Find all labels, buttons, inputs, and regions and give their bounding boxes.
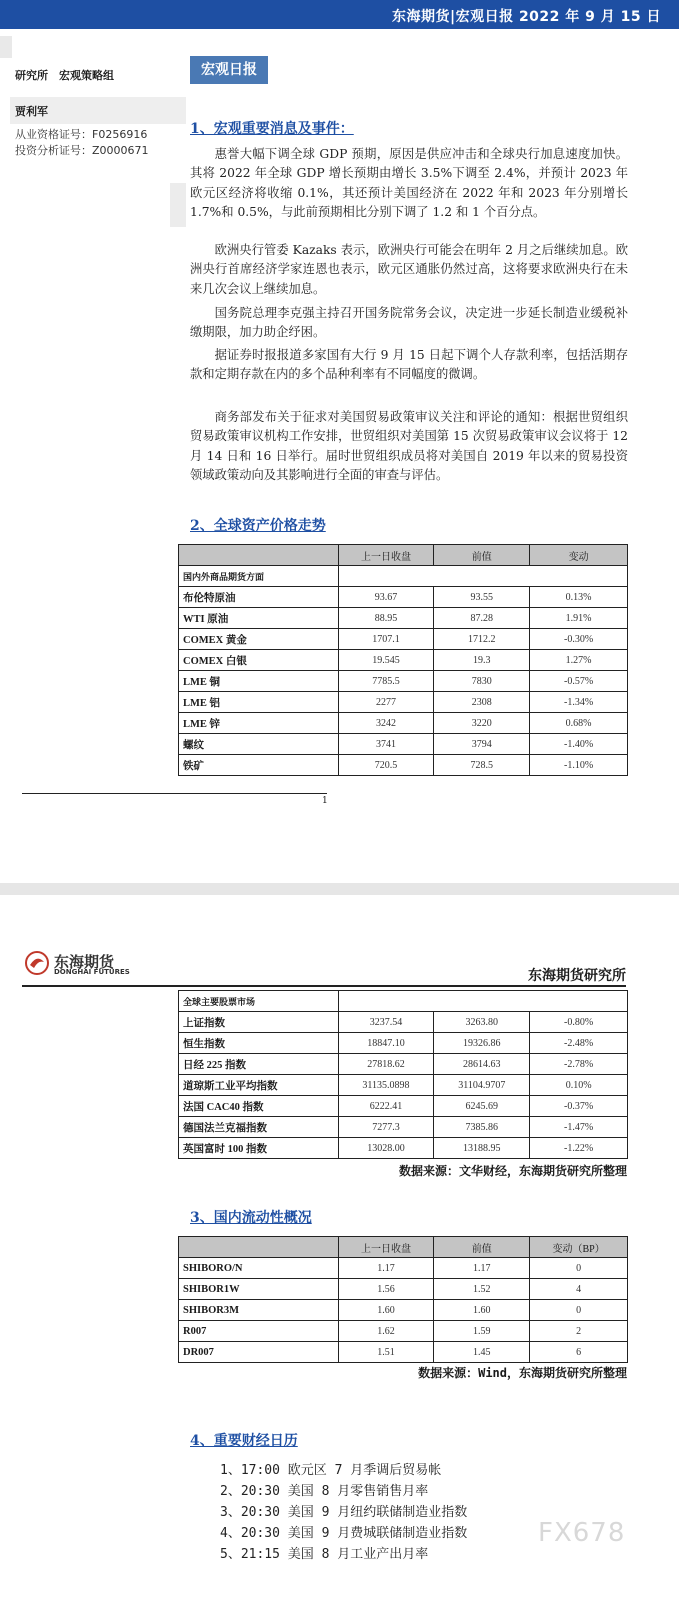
logo-text-cn: 东海期货 [54, 953, 115, 971]
liquidity-table [178, 1236, 628, 1363]
cell-name: 英国富时 100 指数 [179, 1138, 339, 1159]
cell-close: 1.60 [338, 1300, 434, 1321]
calendar-item: 3、20:30 美国 9 月纽约联储制造业指数 [220, 1505, 468, 1520]
cell-name: 布伦特原油 [179, 587, 339, 608]
cell-close: 93.67 [338, 587, 434, 608]
cell-prev: 1.59 [434, 1321, 530, 1342]
cell-close: 27818.62 [338, 1054, 434, 1075]
cell-prev: 19.3 [434, 650, 530, 671]
cell-close: 1.62 [338, 1321, 434, 1342]
header-cell: 上一日收盘 [338, 545, 434, 566]
cell-name: 螺纹 [179, 734, 339, 755]
calendar-item: 5、21:15 美国 8 月工业产出月率 [220, 1547, 429, 1562]
analyst-name: 贾利军 [15, 105, 48, 118]
liquidity-rows [179, 1258, 628, 1363]
cell-close: 7277.3 [338, 1117, 434, 1138]
cell-chg: -1.22% [530, 1138, 628, 1159]
cell-close: 1.51 [338, 1342, 434, 1363]
table-row [179, 692, 628, 713]
cert-qualification: 从业资格证号：F0256916 [15, 128, 148, 141]
table-row [179, 587, 628, 608]
cell-prev: 7830 [434, 671, 530, 692]
group-label: 国内外商品期货方面 [179, 566, 339, 587]
table-row [179, 1300, 628, 1321]
cell-chg: 0.13% [530, 587, 628, 608]
cell-chg: 0.68% [530, 713, 628, 734]
table-row [179, 1258, 628, 1279]
header-cell: 变动（BP） [530, 1237, 628, 1258]
cell-name: DR007 [179, 1342, 339, 1363]
institute-header: 东海期货研究所 [528, 968, 626, 984]
table-row [179, 1321, 628, 1342]
data-source-note: 数据来源：文华财经，东海期货研究所整理 [398, 1164, 627, 1178]
cell-chg: 1.91% [530, 608, 628, 629]
table-row [179, 734, 628, 755]
news-paragraph: 欧洲央行管委 Kazaks 表示，欧洲央行可能会在明年 2 月之后继续加息。欧洲央行首席经济学家连恩也表示，欧元区通胀仍然过高，这将要求欧洲央行在未来几次会议上继续加息。 [190, 243, 628, 296]
cell-name: 上证指数 [179, 1012, 339, 1033]
cell-chg: 6 [530, 1342, 628, 1363]
cell-name: SHIBORO/N [179, 1258, 339, 1279]
cell-chg: -1.34% [530, 692, 628, 713]
table-row [179, 1138, 628, 1159]
cell-name: 恒生指数 [179, 1033, 339, 1054]
cell-name: R007 [179, 1321, 339, 1342]
cell-name: 铁矿 [179, 755, 339, 776]
table-row [179, 1279, 628, 1300]
donghai-logo-icon [24, 950, 50, 976]
cell-close: 18847.10 [338, 1033, 434, 1054]
cell-close: 1.56 [338, 1279, 434, 1300]
cell-prev: 3263.80 [434, 1012, 530, 1033]
cell-chg: -2.48% [530, 1033, 628, 1054]
cell-chg: -1.40% [530, 734, 628, 755]
header-cell: 前值 [434, 1237, 530, 1258]
cell-name: 道琼斯工业平均指数 [179, 1075, 339, 1096]
cell-chg: -1.47% [530, 1117, 628, 1138]
table-row [179, 1033, 628, 1054]
cell-close: 7785.5 [338, 671, 434, 692]
page-number: 1 [322, 796, 328, 806]
cell-prev: 3794 [434, 734, 530, 755]
cell-prev: 31104.9707 [434, 1075, 530, 1096]
group-row [179, 566, 628, 587]
cell-chg: -0.80% [530, 1012, 628, 1033]
cell-name: SHIBOR3M [179, 1300, 339, 1321]
group-label: 全球主要股票市场 [179, 991, 339, 1012]
footer-line [22, 793, 327, 794]
header-rule [22, 985, 626, 987]
cell-chg: 0.10% [530, 1075, 628, 1096]
cell-close: 88.95 [338, 608, 434, 629]
cell-chg: 0 [530, 1258, 628, 1279]
cell-prev: 1.60 [434, 1300, 530, 1321]
logo-text-en: DONGHAI FUTURES [54, 968, 130, 976]
cell-chg: -1.10% [530, 755, 628, 776]
cell-chg: -0.57% [530, 671, 628, 692]
cell-prev: 3220 [434, 713, 530, 734]
cell-close: 19.545 [338, 650, 434, 671]
table-row [179, 650, 628, 671]
data-source-note: 数据来源：Wind，东海期货研究所整理 [418, 1366, 627, 1380]
header-cell: 变动 [530, 545, 628, 566]
news-paragraph: 国务院总理李克强主持召开国务院常务会议，决定进一步延长制造业缓税补缴期限，加力助企纾困。 [190, 306, 628, 340]
table-row [179, 1075, 628, 1096]
cell-chg: 1.27% [530, 650, 628, 671]
cell-close: 3242 [338, 713, 434, 734]
side-decoration [170, 183, 186, 227]
cell-name: WTI 原油 [179, 608, 339, 629]
table-header-row [179, 545, 628, 566]
cell-name: COMEX 黄金 [179, 629, 339, 650]
cell-chg: 0 [530, 1300, 628, 1321]
cell-chg: 2 [530, 1321, 628, 1342]
banner-title: 东海期货|宏观日报 2022 年 9 月 15 日 [391, 9, 661, 25]
section-title-assets: 2、全球资产价格走势 [190, 518, 326, 534]
cell-close: 6222.41 [338, 1096, 434, 1117]
header-cell [179, 545, 339, 566]
cell-chg: -0.37% [530, 1096, 628, 1117]
table-row [179, 1012, 628, 1033]
cell-prev: 1.17 [434, 1258, 530, 1279]
calendar-item: 2、20:30 美国 8 月零售销售月率 [220, 1484, 429, 1499]
cell-prev: 87.28 [434, 608, 530, 629]
cell-prev: 19326.86 [434, 1033, 530, 1054]
cell-name: 法国 CAC40 指数 [179, 1096, 339, 1117]
table-row [179, 1096, 628, 1117]
cell-close: 1707.1 [338, 629, 434, 650]
cell-prev: 1712.2 [434, 629, 530, 650]
header-cell: 前值 [434, 545, 530, 566]
table-header-row [179, 1237, 628, 1258]
cell-close: 13028.00 [338, 1138, 434, 1159]
report-tag: 宏观日报 [190, 56, 268, 84]
cell-close: 720.5 [338, 755, 434, 776]
cell-close: 2277 [338, 692, 434, 713]
table-row [179, 608, 628, 629]
stock-rows [179, 1012, 628, 1159]
table-row [179, 755, 628, 776]
table-row [179, 1054, 628, 1075]
left-accent-bar [0, 36, 12, 58]
group-spacer [338, 566, 627, 587]
table-row [179, 713, 628, 734]
cell-close: 1.17 [338, 1258, 434, 1279]
cell-prev: 13188.95 [434, 1138, 530, 1159]
institute-label: 研究所 宏观策略组 [15, 69, 114, 82]
cell-name: 日经 225 指数 [179, 1054, 339, 1075]
commodity-rows [179, 587, 628, 776]
cell-name: 德国法兰克福指数 [179, 1117, 339, 1138]
asset-table [178, 544, 628, 776]
cell-name: LME 锌 [179, 713, 339, 734]
cell-chg: -0.30% [530, 629, 628, 650]
cert-analysis: 投资分析证号：Z0000671 [15, 144, 149, 157]
page-gap [0, 883, 679, 895]
calendar-item: 1、17:00 欧元区 7 月季调后贸易帐 [220, 1463, 442, 1478]
group-spacer [338, 991, 627, 1012]
cell-chg: 4 [530, 1279, 628, 1300]
cell-close: 3741 [338, 734, 434, 755]
cell-prev: 6245.69 [434, 1096, 530, 1117]
news-paragraph: 惠誉大幅下调全球 GDP 预期，原因是供应冲击和全球央行加息速度加快。其将 2022 年全球 GDP 增长预期由增长 3.5%下调至 2.4%，并预计 2023 年欧元区经济将收缩 0.1%，其还预计美国经济在 2022 年和 2023 年分别增长 1.7%和 0.5%，与此前预期相比分别下调了 1.2 和 1 个百分点。 [190, 147, 628, 219]
header-cell [179, 1237, 339, 1258]
table-row [179, 1342, 628, 1363]
cell-name: LME 铜 [179, 671, 339, 692]
calendar-item: 4、20:30 美国 9 月费城联储制造业指数 [220, 1526, 468, 1541]
section-title-news: 1、宏观重要消息及事件： [190, 121, 354, 137]
watermark-logo: FX678 [538, 1518, 626, 1548]
cell-prev: 2308 [434, 692, 530, 713]
cell-close: 3237.54 [338, 1012, 434, 1033]
news-paragraph: 据证券时报报道多家国有大行 9 月 15 日起下调个人存款利率，包括活期存款和定期存款在内的多个品种利率有不同幅度的微调。 [190, 348, 628, 382]
header-cell: 上一日收盘 [338, 1237, 434, 1258]
section-title-calendar: 4、重要财经日历 [190, 1433, 298, 1449]
cell-name: LME 铝 [179, 692, 339, 713]
cell-prev: 7385.86 [434, 1117, 530, 1138]
stock-table [178, 990, 628, 1159]
cell-name: SHIBOR1W [179, 1279, 339, 1300]
cell-chg: -2.78% [530, 1054, 628, 1075]
cell-prev: 1.52 [434, 1279, 530, 1300]
group-row [179, 991, 628, 1012]
cell-prev: 728.5 [434, 755, 530, 776]
section-title-liquidity: 3、国内流动性概况 [190, 1210, 312, 1226]
cell-name: COMEX 白银 [179, 650, 339, 671]
news-paragraph: 商务部发布关于征求对美国贸易政策审议关注和评论的通知：根据世贸组织贸易政策审议机构工作安排，世贸组织对美国第 15 次贸易政策审议会议将于 12 月 14 日和 16 日举行。届时世贸组织成员将对美国自 2019 年以来的贸易投资领域政策动向及其影响进行全面的审查与评估。 [190, 410, 628, 482]
cell-prev: 28614.63 [434, 1054, 530, 1075]
table-row [179, 629, 628, 650]
cell-prev: 1.45 [434, 1342, 530, 1363]
table-row [179, 1117, 628, 1138]
table-row [179, 671, 628, 692]
cell-prev: 93.55 [434, 587, 530, 608]
cell-close: 31135.0898 [338, 1075, 434, 1096]
